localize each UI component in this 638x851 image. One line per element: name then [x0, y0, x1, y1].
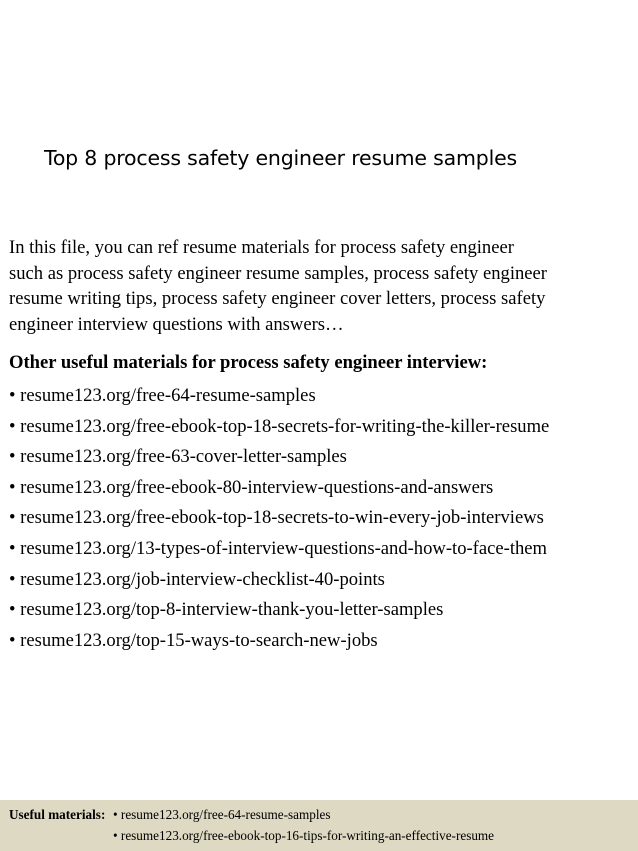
bullet: •: [9, 629, 16, 651]
footer-list-item: [113, 828, 494, 849]
material-link[interactable]: resume123.org/free-63-cover-letter-samples: [20, 446, 347, 468]
list-item: [9, 595, 549, 626]
bullet: •: [9, 599, 16, 621]
footer-link[interactable]: resume123.org/free-ebook-top-16-tips-for-writing-an-effective-resume: [120, 828, 495, 843]
list-item: [9, 473, 549, 504]
list-item: [9, 381, 549, 412]
footer-bar: [0, 800, 638, 851]
bullet: •: [113, 828, 118, 843]
list-item: [9, 626, 549, 657]
bullet: •: [113, 807, 118, 822]
list-item: [9, 412, 549, 443]
page-title: Top 8 process safety engineer resume samples: [44, 146, 517, 170]
intro-line: resume writing tips, process safety engineer cover letters, process safety: [9, 288, 546, 309]
material-link[interactable]: resume123.org/free-ebook-80-interview-questions-and-answers: [20, 476, 494, 498]
bullet: •: [9, 385, 16, 406]
footer-label: [9, 807, 105, 823]
material-link[interactable]: resume123.org/top-15-ways-to-search-new-jobs: [20, 629, 378, 651]
footer-label-text: Useful materials: [9, 807, 101, 822]
bullet: •: [9, 507, 16, 529]
footer-label-separator: :: [100, 807, 106, 822]
footer-link[interactable]: resume123.org/free-64-resume-samples: [120, 807, 331, 822]
material-link[interactable]: resume123.org/free-ebook-top-18-secrets-for-writing-the-killer-resume: [20, 415, 550, 437]
materials-heading: Other useful materials for process safety engineer interview:: [9, 352, 488, 373]
material-link[interactable]: resume123.org/13-types-of-interview-questions-and-how-to-face-them: [20, 537, 547, 559]
intro-line: such as process safety engineer resume samples, process safety engineer: [9, 262, 547, 284]
list-item: [9, 442, 549, 473]
material-link[interactable]: resume123.org/top-8-interview-thank-you-letter-samples: [20, 599, 444, 621]
bullet: •: [9, 446, 16, 468]
bullet: •: [9, 415, 16, 437]
bullet: •: [9, 568, 16, 590]
intro-line: engineer interview questions with answers…: [9, 313, 344, 335]
list-item: [9, 503, 549, 534]
intro-paragraph: [9, 235, 634, 337]
materials-list: [9, 381, 549, 656]
bullet: •: [9, 537, 16, 559]
list-item: [9, 565, 549, 596]
material-link[interactable]: resume123.org/free-64-resume-samples: [20, 385, 316, 406]
intro-line: In this file, you can ref resume materials for process safety engineer: [9, 237, 514, 258]
material-link[interactable]: resume123.org/free-ebook-top-18-secrets-to-win-every-job-interviews: [20, 507, 544, 529]
footer-list-item: [113, 807, 494, 828]
footer-links: [113, 807, 494, 849]
bullet: •: [9, 476, 16, 498]
list-item: [9, 534, 549, 565]
material-link[interactable]: resume123.org/job-interview-checklist-40-points: [20, 568, 385, 590]
